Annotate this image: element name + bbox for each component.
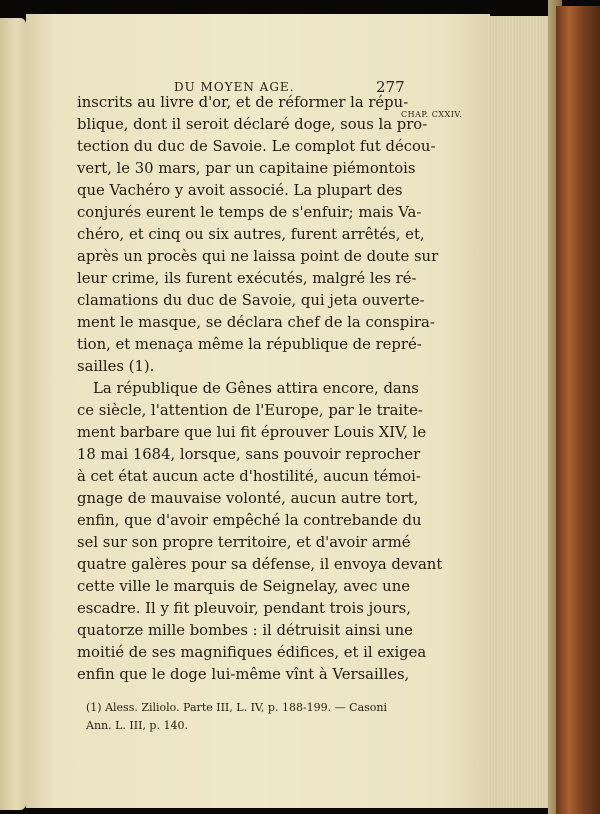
text-line: après un procès qui ne laissa point de doute sur [77,248,439,265]
footnote-line: (1) Aless. Ziliolo. Parte III, L. IV, p. 188-199. — Casoni [86,701,388,714]
text-line: enfin que le doge lui-même vînt à Versailles, [77,666,410,683]
text-line: cette ville le marquis de Seignelay, avec une [77,578,410,595]
text-line: chéro, et cinq ou six autres, furent arrêtés, et, [77,226,425,243]
page-number: 277 [376,78,405,96]
text-line: inscrits au livre d'or, et de réformer la répu- [77,94,409,111]
left-page-edge [0,18,26,810]
text-line: blique, dont il seroit déclaré doge, sous la pro- [77,116,428,133]
text-line: vert, le 30 mars, par un capitaine piémontois [77,160,416,177]
leather-cover [556,6,600,814]
footnote-line: Ann. L. III, p. 140. [86,719,188,732]
text-line: quatre galères pour sa défense, il envoya devant [77,556,443,573]
text-line: ment le masque, se déclara chef de la conspira- [77,314,435,331]
text-line: conjurés eurent le temps de s'enfuir; mais Va- [77,204,422,221]
text-line: tion, et menaça même la république de repré- [77,336,422,353]
text-line: ment barbare que lui fit éprouver Louis XIV, le [77,424,427,441]
running-title: DU MOYEN AGE. [174,80,295,94]
text-line: clamations du duc de Savoie, qui jeta ouverte- [77,292,425,309]
text-line: escadre. Il y fit pleuvoir, pendant trois jours, [77,600,411,617]
text-line: moitié de ses magnifiques édifices, et il exigea [77,644,427,661]
text-line: sel sur son propre territoire, et d'avoir armé [77,534,411,551]
text-line: 18 mai 1684, lorsque, sans pouvoir reprocher [77,446,421,463]
text-line: que Vachéro y avoit associé. La plupart des [77,182,403,199]
text-line: sailles (1). [77,358,155,375]
text-line: à cet état aucun acte d'hostilité, aucun témoi- [77,468,421,485]
text-line: leur crime, ils furent exécutés, malgré les ré- [77,270,417,287]
text-line: La république de Gênes attira encore, dans [93,380,419,397]
text-line: tection du duc de Savoie. Le complot fut décou- [77,138,436,155]
text-line: gnage de mauvaise volonté, aucun autre tort, [77,490,419,507]
chapter-margin-note: CHAP. CXXIV. [401,110,463,119]
text-line: ce siècle, l'attention de l'Europe, par le traite- [77,402,423,419]
text-line: quatorze mille bombes : il détruisit ainsi une [77,622,413,639]
text-line: enfin, que d'avoir empêché la contrebande du [77,512,422,529]
